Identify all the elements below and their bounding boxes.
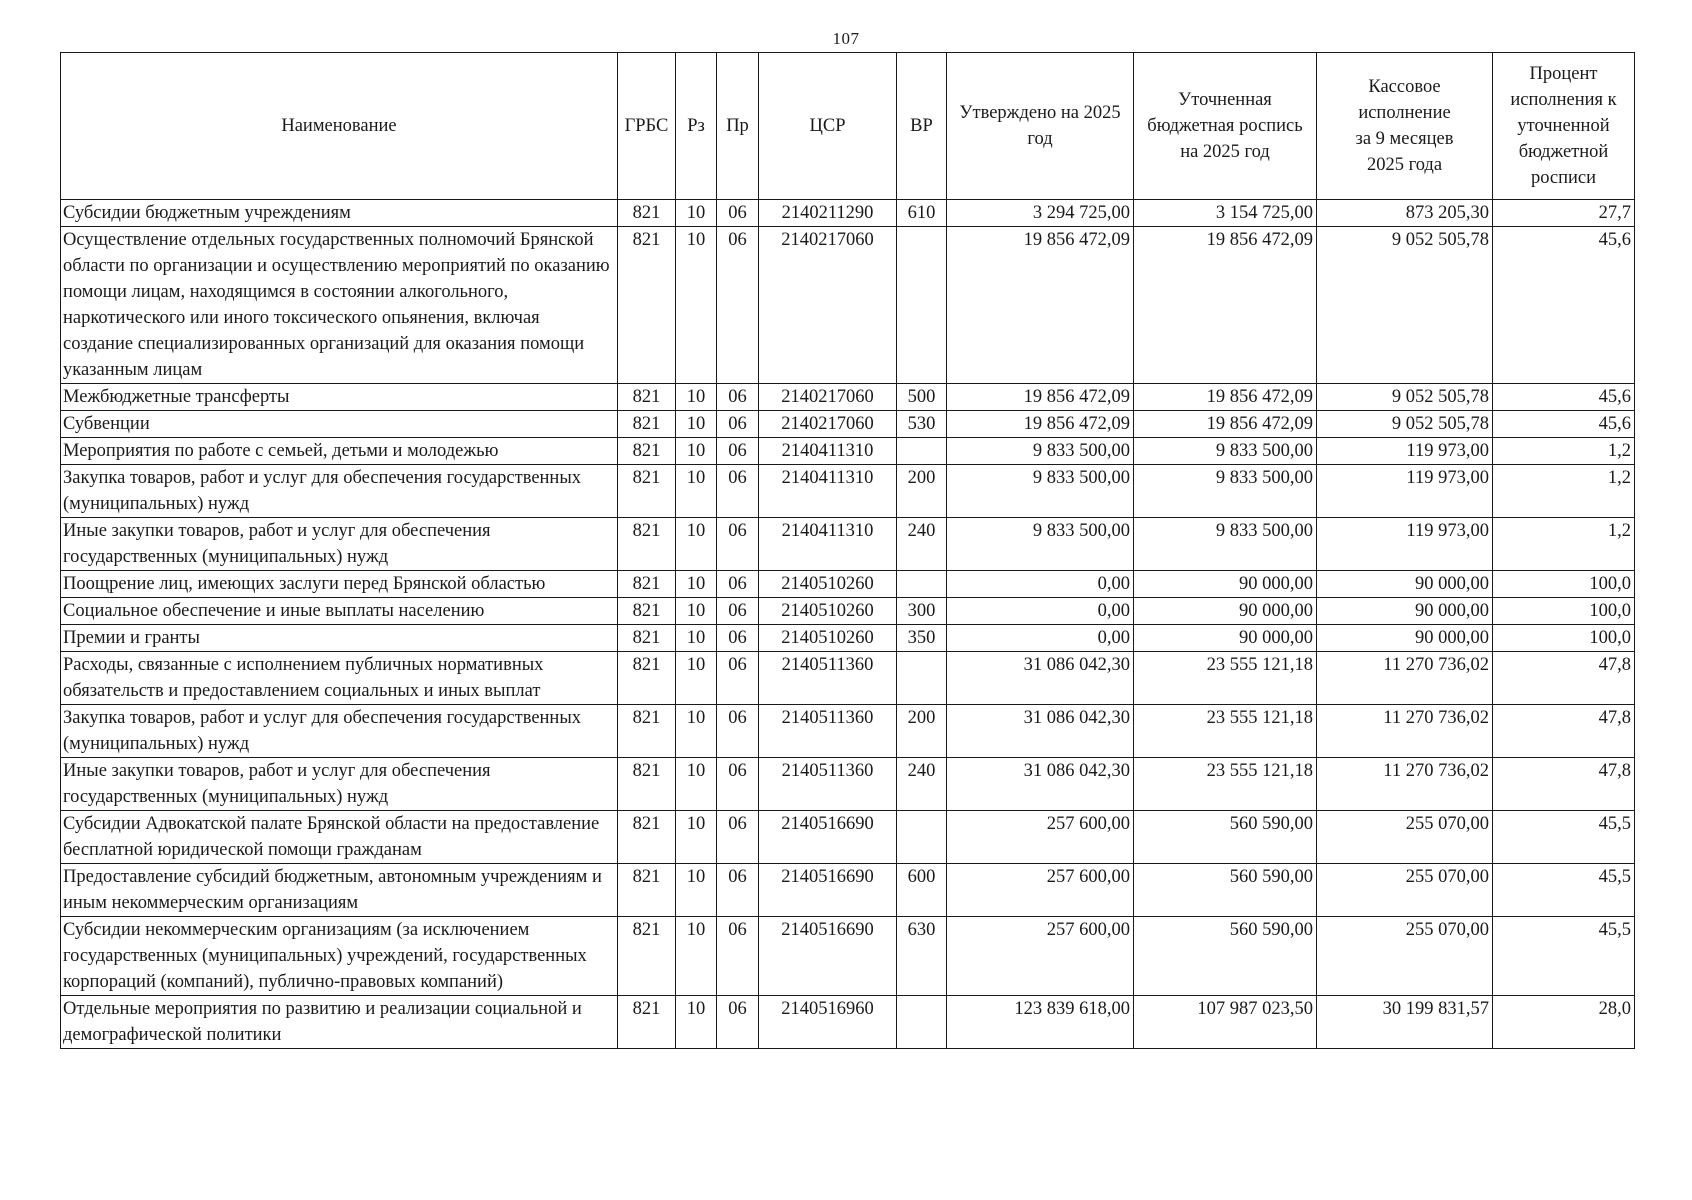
cell-vr: 200: [897, 465, 947, 518]
cell-cash: 90 000,00: [1317, 571, 1493, 598]
cell-name: Отдельные мероприятия по развитию и реализации социальной и демографической политики: [61, 996, 618, 1049]
cell-percent: 47,8: [1493, 705, 1635, 758]
header-cash-line: 2025 года: [1366, 155, 1443, 175]
cell-revised: 560 590,00: [1134, 917, 1317, 996]
cell-rz: 10: [676, 227, 717, 384]
cell-csr: 2140516690: [759, 811, 897, 864]
cell-revised: 19 856 472,09: [1134, 227, 1317, 384]
cell-grbs: 821: [618, 864, 676, 917]
cell-revised: 9 833 500,00: [1134, 465, 1317, 518]
cell-grbs: 821: [618, 571, 676, 598]
cell-cash: 119 973,00: [1317, 465, 1493, 518]
cell-vr: [897, 438, 947, 465]
budget-execution-table: [60, 52, 1635, 1049]
header-revised: Уточненная бюджетная роспись на 2025 год: [1134, 53, 1317, 200]
cell-csr: 2140516960: [759, 996, 897, 1049]
header-name: Наименование: [61, 53, 618, 200]
cell-percent: 45,5: [1493, 811, 1635, 864]
cell-percent: 28,0: [1493, 996, 1635, 1049]
cell-approved: 257 600,00: [947, 864, 1134, 917]
cell-pr: 06: [717, 598, 759, 625]
cell-revised: 90 000,00: [1134, 571, 1317, 598]
cell-grbs: 821: [618, 438, 676, 465]
header-grbs: ГРБС: [618, 53, 676, 200]
table-row: [61, 571, 1635, 598]
header-percent-line: исполнения к: [1510, 90, 1617, 110]
cell-approved: 3 294 725,00: [947, 200, 1134, 227]
cell-grbs: 821: [618, 811, 676, 864]
cell-name: Субсидии некоммерческим организациям (за исключением государственных (муниципальных) учреждений, государственных корпораций (компаний), публично-правовых компаний): [61, 917, 618, 996]
cell-name: Премии и гранты: [61, 625, 618, 652]
table-row: [61, 625, 1635, 652]
cell-percent: 100,0: [1493, 571, 1635, 598]
cell-revised: 560 590,00: [1134, 864, 1317, 917]
cell-csr: 2140411310: [759, 465, 897, 518]
cell-grbs: 821: [618, 917, 676, 996]
cell-rz: 10: [676, 384, 717, 411]
cell-pr: 06: [717, 571, 759, 598]
cell-rz: 10: [676, 996, 717, 1049]
cell-name: Субсидии Адвокатской палате Брянской области на предоставление бесплатной юридической помощи гражданам: [61, 811, 618, 864]
cell-cash: 119 973,00: [1317, 518, 1493, 571]
cell-cash: 9 052 505,78: [1317, 384, 1493, 411]
cell-approved: 31 086 042,30: [947, 705, 1134, 758]
table-row: [61, 465, 1635, 518]
table-row: [61, 705, 1635, 758]
cell-cash: 9 052 505,78: [1317, 227, 1493, 384]
table-row: [61, 518, 1635, 571]
cell-cash: 255 070,00: [1317, 917, 1493, 996]
cell-rz: 10: [676, 411, 717, 438]
cell-vr: 530: [897, 411, 947, 438]
cell-vr: 500: [897, 384, 947, 411]
cell-csr: 2140510260: [759, 598, 897, 625]
cell-grbs: 821: [618, 598, 676, 625]
header-cash-line: Кассовое: [1368, 77, 1441, 97]
cell-vr: [897, 652, 947, 705]
cell-vr: 630: [897, 917, 947, 996]
cell-percent: 1,2: [1493, 438, 1635, 465]
cell-rz: 10: [676, 465, 717, 518]
cell-rz: 10: [676, 705, 717, 758]
cell-rz: 10: [676, 758, 717, 811]
cell-vr: [897, 811, 947, 864]
cell-grbs: 821: [618, 465, 676, 518]
cell-revised: 90 000,00: [1134, 598, 1317, 625]
cell-cash: 873 205,30: [1317, 200, 1493, 227]
cell-pr: 06: [717, 864, 759, 917]
cell-csr: 2140217060: [759, 411, 897, 438]
cell-pr: 06: [717, 465, 759, 518]
header-percent-line: уточненной: [1517, 116, 1610, 136]
cell-pr: 06: [717, 227, 759, 384]
cell-vr: 600: [897, 864, 947, 917]
cell-name: Закупка товаров, работ и услуг для обеспечения государственных (муниципальных) нужд: [61, 465, 618, 518]
header-cash: [1317, 53, 1493, 200]
cell-pr: 06: [717, 411, 759, 438]
cell-pr: 06: [717, 438, 759, 465]
cell-cash: 11 270 736,02: [1317, 758, 1493, 811]
cell-cash: 11 270 736,02: [1317, 705, 1493, 758]
cell-rz: 10: [676, 598, 717, 625]
table-row: [61, 598, 1635, 625]
cell-percent: 45,5: [1493, 864, 1635, 917]
cell-name: Субвенции: [61, 411, 618, 438]
cell-vr: 610: [897, 200, 947, 227]
cell-vr: 240: [897, 758, 947, 811]
header-csr: ЦСР: [759, 53, 897, 200]
cell-rz: 10: [676, 571, 717, 598]
cell-percent: 100,0: [1493, 625, 1635, 652]
cell-approved: 9 833 500,00: [947, 438, 1134, 465]
cell-csr: 2140411310: [759, 438, 897, 465]
cell-csr: 2140217060: [759, 384, 897, 411]
table-body: [61, 200, 1635, 1049]
cell-cash: 255 070,00: [1317, 811, 1493, 864]
cell-revised: 19 856 472,09: [1134, 411, 1317, 438]
cell-name: Осуществление отдельных государственных полномочий Брянской области по организации и осуществлению мероприятий по оказанию помощи лицам, находящимся в состоянии алкогольного, наркотического или иного токсического опьянения, включая создание специализированных организаций для оказания помощи указанным лицам: [61, 227, 618, 384]
header-approved: Утверждено на 2025 год: [947, 53, 1134, 200]
cell-rz: 10: [676, 200, 717, 227]
cell-grbs: 821: [618, 384, 676, 411]
cell-approved: 9 833 500,00: [947, 465, 1134, 518]
cell-revised: 23 555 121,18: [1134, 705, 1317, 758]
cell-cash: 255 070,00: [1317, 864, 1493, 917]
header-cash-line: исполнение: [1358, 103, 1451, 123]
cell-vr: [897, 227, 947, 384]
cell-name: Расходы, связанные с исполнением публичных нормативных обязательств и предоставлением социальных и иных выплат: [61, 652, 618, 705]
cell-pr: 06: [717, 705, 759, 758]
page-number: 107: [832, 29, 860, 48]
cell-rz: 10: [676, 652, 717, 705]
table-row: [61, 200, 1635, 227]
cell-approved: 19 856 472,09: [947, 411, 1134, 438]
cell-percent: 45,5: [1493, 917, 1635, 996]
table-row: [61, 996, 1635, 1049]
cell-approved: 19 856 472,09: [947, 384, 1134, 411]
cell-cash: 9 052 505,78: [1317, 411, 1493, 438]
cell-vr: 350: [897, 625, 947, 652]
cell-percent: 45,6: [1493, 411, 1635, 438]
cell-rz: 10: [676, 864, 717, 917]
cell-vr: 240: [897, 518, 947, 571]
cell-name: Предоставление субсидий бюджетным, автономным учреждениям и иным некоммерческим организациям: [61, 864, 618, 917]
cell-approved: 31 086 042,30: [947, 758, 1134, 811]
cell-cash: 30 199 831,57: [1317, 996, 1493, 1049]
cell-cash: 90 000,00: [1317, 625, 1493, 652]
cell-approved: 9 833 500,00: [947, 518, 1134, 571]
cell-name: Субсидии бюджетным учреждениям: [61, 200, 618, 227]
cell-name: Мероприятия по работе с семьей, детьми и молодежью: [61, 438, 618, 465]
cell-grbs: 821: [618, 705, 676, 758]
cell-revised: 23 555 121,18: [1134, 758, 1317, 811]
table-row: [61, 652, 1635, 705]
cell-approved: 0,00: [947, 598, 1134, 625]
cell-pr: 06: [717, 625, 759, 652]
cell-pr: 06: [717, 518, 759, 571]
cell-grbs: 821: [618, 227, 676, 384]
header-percent-line: Процент: [1529, 64, 1598, 84]
cell-approved: 31 086 042,30: [947, 652, 1134, 705]
cell-pr: 06: [717, 996, 759, 1049]
cell-csr: 2140411310: [759, 518, 897, 571]
cell-name: Закупка товаров, работ и услуг для обеспечения государственных (муниципальных) нужд: [61, 705, 618, 758]
cell-vr: 300: [897, 598, 947, 625]
table-row: [61, 227, 1635, 384]
cell-pr: 06: [717, 758, 759, 811]
table-row: [61, 438, 1635, 465]
cell-csr: 2140516690: [759, 864, 897, 917]
cell-rz: 10: [676, 917, 717, 996]
cell-percent: 1,2: [1493, 465, 1635, 518]
cell-percent: 47,8: [1493, 652, 1635, 705]
cell-approved: 0,00: [947, 625, 1134, 652]
cell-approved: 19 856 472,09: [947, 227, 1134, 384]
cell-grbs: 821: [618, 411, 676, 438]
cell-percent: 1,2: [1493, 518, 1635, 571]
cell-percent: 45,6: [1493, 227, 1635, 384]
cell-revised: 9 833 500,00: [1134, 438, 1317, 465]
cell-rz: 10: [676, 811, 717, 864]
cell-name: Межбюджетные трансферты: [61, 384, 618, 411]
cell-csr: 2140510260: [759, 571, 897, 598]
cell-pr: 06: [717, 917, 759, 996]
cell-revised: 560 590,00: [1134, 811, 1317, 864]
header-percent: [1493, 53, 1635, 200]
cell-pr: 06: [717, 652, 759, 705]
cell-approved: 257 600,00: [947, 917, 1134, 996]
cell-cash: 119 973,00: [1317, 438, 1493, 465]
header-percent-line: росписи: [1530, 168, 1597, 188]
cell-pr: 06: [717, 200, 759, 227]
cell-percent: 47,8: [1493, 758, 1635, 811]
cell-cash: 11 270 736,02: [1317, 652, 1493, 705]
table-header-row: [61, 53, 1635, 200]
cell-approved: 123 839 618,00: [947, 996, 1134, 1049]
cell-grbs: 821: [618, 758, 676, 811]
cell-pr: 06: [717, 811, 759, 864]
cell-percent: 45,6: [1493, 384, 1635, 411]
cell-name: Поощрение лиц, имеющих заслуги перед Брянской областью: [61, 571, 618, 598]
cell-revised: 107 987 023,50: [1134, 996, 1317, 1049]
cell-csr: 2140511360: [759, 705, 897, 758]
header-pr: Пр: [717, 53, 759, 200]
cell-approved: 257 600,00: [947, 811, 1134, 864]
cell-name: Иные закупки товаров, работ и услуг для обеспечения государственных (муниципальных) нужд: [61, 758, 618, 811]
cell-percent: 27,7: [1493, 200, 1635, 227]
cell-vr: [897, 571, 947, 598]
table-row: [61, 411, 1635, 438]
cell-csr: 2140511360: [759, 758, 897, 811]
header-cash-line: за 9 месяцев: [1355, 129, 1454, 149]
table-row: [61, 864, 1635, 917]
cell-csr: 2140511360: [759, 652, 897, 705]
cell-rz: 10: [676, 438, 717, 465]
cell-revised: 90 000,00: [1134, 625, 1317, 652]
cell-grbs: 821: [618, 996, 676, 1049]
header-vr: ВР: [897, 53, 947, 200]
cell-grbs: 821: [618, 518, 676, 571]
cell-pr: 06: [717, 384, 759, 411]
cell-revised: 23 555 121,18: [1134, 652, 1317, 705]
table-row: [61, 758, 1635, 811]
cell-name: Иные закупки товаров, работ и услуг для обеспечения государственных (муниципальных) нужд: [61, 518, 618, 571]
cell-csr: 2140510260: [759, 625, 897, 652]
cell-revised: 3 154 725,00: [1134, 200, 1317, 227]
cell-grbs: 821: [618, 200, 676, 227]
cell-rz: 10: [676, 625, 717, 652]
cell-csr: 2140211290: [759, 200, 897, 227]
header-rz: Рз: [676, 53, 717, 200]
header-percent-line: бюджетной: [1518, 142, 1609, 162]
cell-percent: 100,0: [1493, 598, 1635, 625]
cell-name: Социальное обеспечение и иные выплаты населению: [61, 598, 618, 625]
cell-approved: 0,00: [947, 571, 1134, 598]
cell-grbs: 821: [618, 652, 676, 705]
cell-revised: 19 856 472,09: [1134, 384, 1317, 411]
cell-revised: 9 833 500,00: [1134, 518, 1317, 571]
table-row: [61, 917, 1635, 996]
table-row: [61, 384, 1635, 411]
cell-vr: [897, 996, 947, 1049]
cell-csr: 2140217060: [759, 227, 897, 384]
cell-csr: 2140516690: [759, 917, 897, 996]
cell-grbs: 821: [618, 625, 676, 652]
cell-cash: 90 000,00: [1317, 598, 1493, 625]
table-row: [61, 811, 1635, 864]
cell-rz: 10: [676, 518, 717, 571]
cell-vr: 200: [897, 705, 947, 758]
